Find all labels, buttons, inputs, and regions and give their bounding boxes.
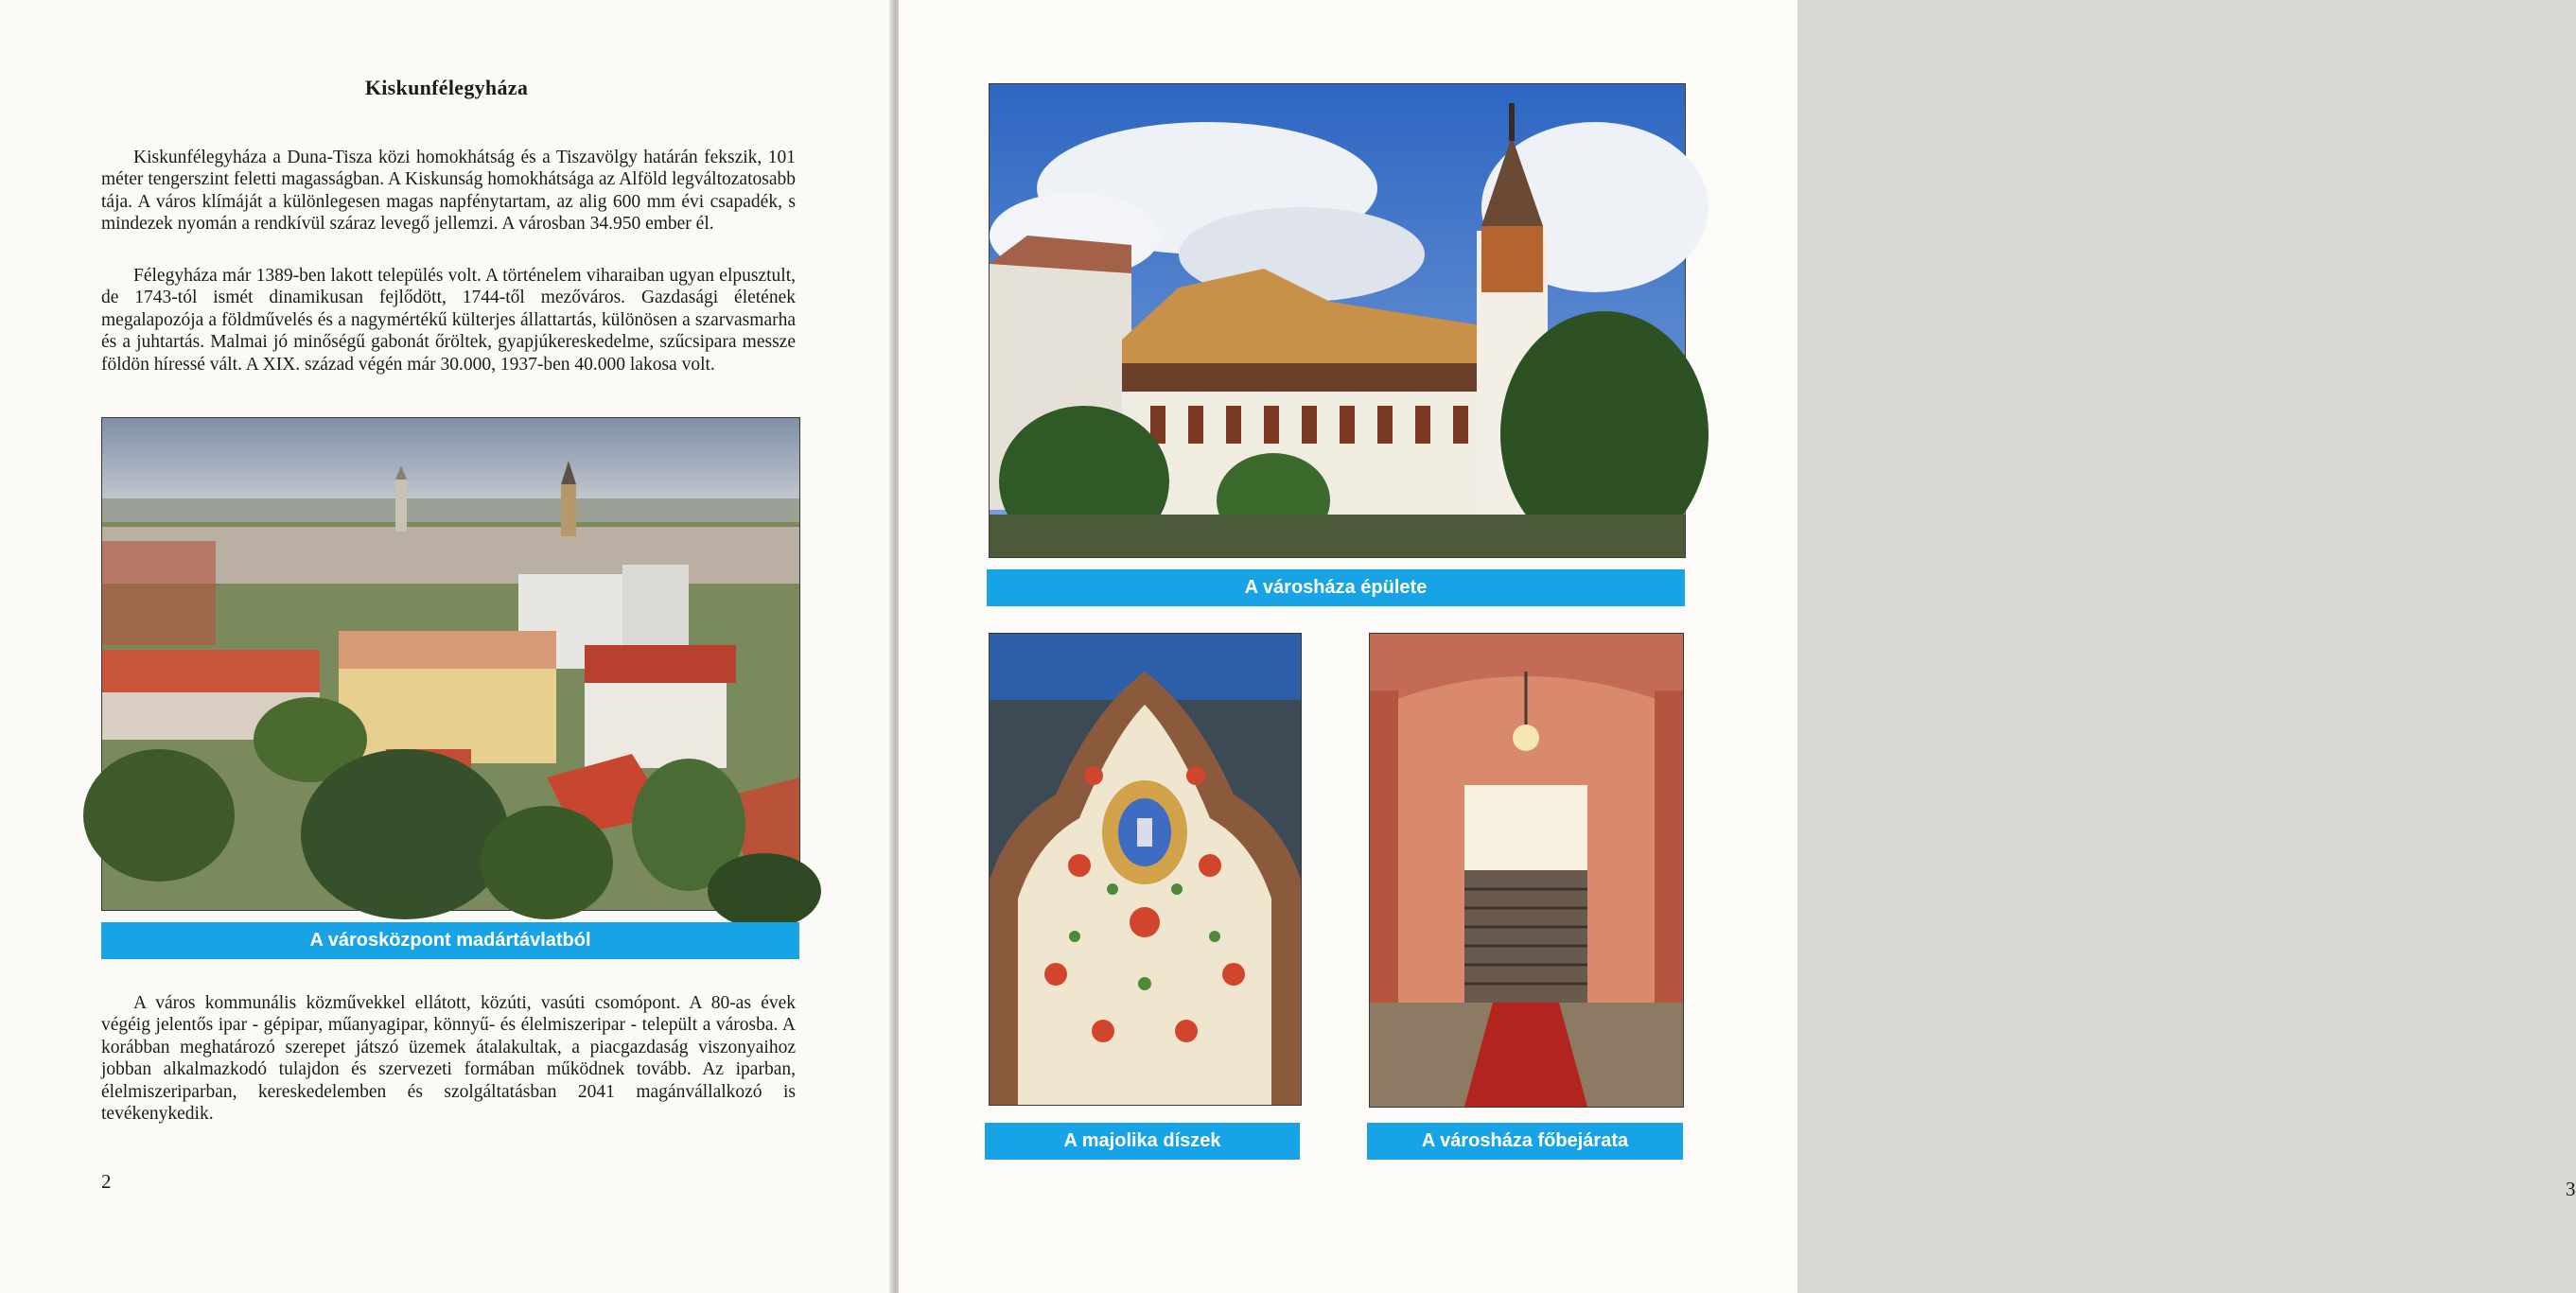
photo-caption-town-hall: A városháza épülete bbox=[987, 569, 1685, 606]
photo-caption-majolica: A majolika díszek bbox=[985, 1123, 1300, 1160]
right-page bbox=[899, 0, 2576, 1293]
economy-paragraph: A város kommunális közművekkel ellátott, közúti, vasúti csomópont. A 80-as évek végéig jelentős ipar - gépipar, műanyagipar, könnyű- és élelmiszeripar - települt a városba. A korábban meghatározó szerepet játszó üzemek átalakultak, a piacgazdaság viszonyaihoz jobban alkalmazkodó tulajdon és szervezeti formában működnek tovább. Az iparban, élelmiszeriparban, kereskedelemben és szolgáltatásban 2041 magánvállalkozó is tevékenykedik. bbox=[101, 993, 796, 1125]
entrance-photo bbox=[1369, 633, 1684, 1108]
city-aerial-photo bbox=[101, 417, 800, 911]
page-title: Kiskunfélegyháza bbox=[364, 76, 529, 99]
page-number-right: 3 bbox=[2566, 1178, 2576, 1200]
history-paragraph: Félegyháza már 1389-ben lakott település volt. A történelem viharaiban ugyan elpusztult, de 1743-tól ismét dinamikusan fejlődött, 1744-től mezőváros. Gazdasági életének megalapozója a földművelés és a nagymértékű külterjes állattartás, különösen a szarvasmarha és a juhtartás. Malmai jó minőségű gabonát őröltek, gyapjúkereskedelme, szűcsipara messze földön híressé vált. A XIX. század végén már 30.000, 1937-ben 40.000 lakosa volt. bbox=[101, 266, 796, 375]
left-page bbox=[0, 0, 893, 1293]
photo-caption-city-center: A városközpont madártávlatból bbox=[101, 922, 799, 959]
photo-caption-entrance: A városháza főbejárata bbox=[1367, 1123, 1683, 1160]
majolica-photo bbox=[989, 633, 1302, 1106]
intro-paragraph: Kiskunfélegyháza a Duna-Tisza közi homokhátság és a Tiszavölgy határán fekszik, 101 méter tengerszint feletti magasságban. A Kiskunság homokhátsága az Alföld legváltozatosabb tája. A város klímáját a különlegesen magas napfénytartam, az alig 600 mm évi csapadék, s mindezek nyomán a rendkívül száraz levegő jellemzi. A városban 34.950 ember él. bbox=[101, 148, 796, 235]
page-number-left: 2 bbox=[101, 1170, 112, 1193]
town-hall-photo bbox=[989, 83, 1686, 558]
